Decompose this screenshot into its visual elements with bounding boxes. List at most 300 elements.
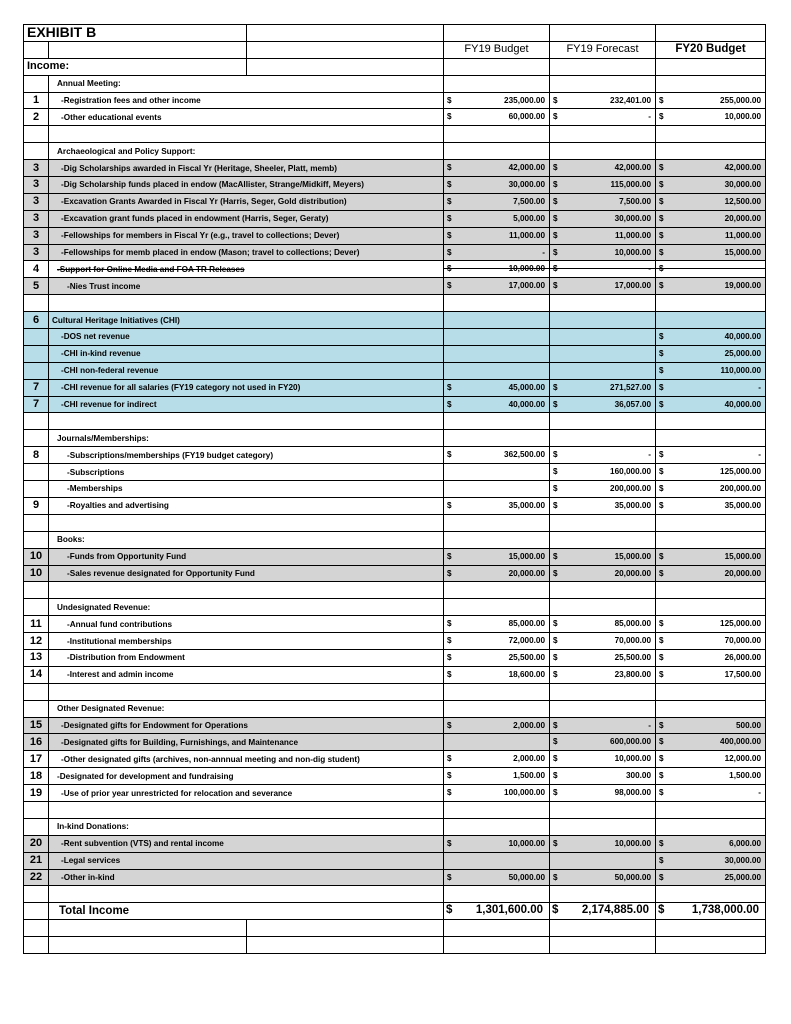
amount-value: 25,000.00 [724, 348, 762, 358]
amount-cell [656, 818, 766, 835]
line-number: 21 [24, 852, 49, 869]
amount-cell [656, 751, 766, 768]
row-label: -Designated for development and fundraising [49, 768, 444, 785]
amount-cell [444, 835, 550, 852]
income-heading: Income: [24, 58, 247, 75]
line-number: 18 [24, 768, 49, 785]
amount-value: 20,000.00 [614, 568, 652, 578]
line-number [24, 481, 49, 498]
amount-cell [656, 193, 766, 210]
row-label: Undesignated Revenue: [49, 599, 444, 616]
amount-cell [656, 329, 766, 346]
amount-value: 12,500.00 [724, 196, 762, 206]
amount-cell [656, 295, 766, 312]
amount-value: 17,000.00 [614, 281, 652, 291]
currency-symbol: $ [659, 180, 664, 190]
row-label: -Dig Scholarships awarded in Fiscal Yr (Heritage, Sheeler, Platt, memb) [49, 160, 444, 177]
amount-value: 26,000.00 [724, 652, 762, 662]
amount-value: 7,500.00 [513, 196, 546, 206]
amount-value: 271,527.00 [610, 382, 652, 392]
strikethrough-line [550, 268, 655, 269]
amount-cell [444, 413, 550, 430]
budget-row [24, 329, 766, 346]
amount-value: 115,000.00 [610, 180, 652, 190]
spacer-row [24, 683, 766, 700]
amount-cell [444, 312, 550, 329]
currency-symbol: $ [447, 264, 452, 274]
amount-value: 10,000.00 [614, 247, 652, 257]
row-label: Annual Meeting: [49, 75, 444, 92]
amount-value: 11,000.00 [509, 230, 546, 240]
spacer-row [24, 413, 766, 430]
row-label: -Registration fees and other income [49, 92, 444, 109]
amount-cell [444, 649, 550, 666]
row-label: -Other in-kind [49, 869, 444, 886]
amount-cell [656, 92, 766, 109]
line-number: 7 [24, 379, 49, 396]
amount-cell [550, 633, 656, 650]
amount-cell [656, 413, 766, 430]
amount-cell [444, 818, 550, 835]
amount-cell [656, 109, 766, 126]
budget-row [24, 227, 766, 244]
line-number: 20 [24, 835, 49, 852]
amount-cell [656, 160, 766, 177]
line-number: 19 [24, 785, 49, 802]
currency-symbol: $ [659, 196, 664, 206]
currency-symbol: $ [553, 264, 558, 274]
line-number [24, 126, 49, 143]
amount-cell [656, 143, 766, 160]
amount-cell [444, 616, 550, 633]
currency-symbol: $ [553, 196, 558, 206]
amount-value: 15,000.00 [724, 247, 762, 257]
amount-cell [550, 278, 656, 295]
col-fy19-budget: FY19 Budget [444, 41, 550, 58]
budget-row [24, 700, 766, 717]
row-label: -Support for Online Media and FOA TR Releases [49, 261, 444, 278]
amount-value: 6,000.00 [729, 838, 762, 848]
budget-row [24, 531, 766, 548]
amount-cell [444, 751, 550, 768]
amount-value: 10,000.00 [508, 264, 546, 274]
budget-row [24, 75, 766, 92]
amount-value: 85,000.00 [614, 619, 652, 629]
amount-cell [444, 801, 550, 818]
currency-symbol: $ [447, 619, 452, 629]
empty-cell [656, 937, 766, 954]
line-number [24, 362, 49, 379]
total-label: Total Income [49, 903, 444, 920]
budget-row [24, 109, 766, 126]
amount-cell [550, 210, 656, 227]
currency-symbol: $ [553, 771, 558, 781]
amount-value: 42,000.00 [508, 163, 546, 173]
amount-value: 11,000.00 [725, 230, 762, 240]
row-label: -Use of prior year unrestricted for relocation and severance [49, 785, 444, 802]
line-number: 2 [24, 109, 49, 126]
amount-cell [656, 565, 766, 582]
col-fy20-budget: FY20 Budget [656, 41, 766, 58]
amount-value: 35,000.00 [724, 500, 762, 510]
currency-symbol: $ [659, 568, 664, 578]
amount-cell [550, 869, 656, 886]
amount-cell [656, 666, 766, 683]
budget-row [24, 447, 766, 464]
amount-value: 1,500.00 [729, 771, 762, 781]
amount-cell [550, 852, 656, 869]
amount-cell [550, 244, 656, 261]
row-label: -Interest and admin income [49, 666, 444, 683]
line-number: 5 [24, 278, 49, 295]
currency-symbol: $ [447, 720, 452, 730]
spacer-row [24, 126, 766, 143]
amount-cell [444, 903, 550, 920]
spacer-row [24, 582, 766, 599]
amount-value: 1,301,600.00 [475, 904, 544, 917]
amount-cell [656, 599, 766, 616]
amount-value: - [758, 382, 762, 392]
empty-cell [247, 937, 444, 954]
line-number [24, 413, 49, 430]
line-number: 4 [24, 261, 49, 278]
row-label: -Distribution from Endowment [49, 649, 444, 666]
budget-row [24, 852, 766, 869]
empty-cell [49, 920, 247, 937]
amount-value: 18,600.00 [508, 669, 546, 679]
currency-symbol: $ [659, 112, 664, 122]
currency-symbol: $ [659, 281, 664, 291]
amount-cell [656, 869, 766, 886]
amount-value: - [542, 247, 546, 257]
amount-cell [550, 413, 656, 430]
amount-cell [444, 869, 550, 886]
currency-symbol: $ [447, 213, 452, 223]
amount-cell [444, 345, 550, 362]
currency-symbol: $ [553, 247, 558, 257]
amount-value: 160,000.00 [610, 467, 652, 477]
amount-cell [550, 531, 656, 548]
budget-row [24, 565, 766, 582]
currency-symbol: $ [447, 281, 452, 291]
amount-value: - [648, 720, 652, 730]
currency-symbol: $ [659, 855, 664, 865]
amount-cell [550, 109, 656, 126]
currency-symbol: $ [659, 365, 664, 375]
currency-symbol: $ [659, 754, 664, 764]
budget-row [24, 869, 766, 886]
amount-cell [550, 818, 656, 835]
currency-symbol: $ [659, 636, 664, 646]
budget-row [24, 464, 766, 481]
currency-symbol: $ [447, 872, 452, 882]
amount-cell [444, 92, 550, 109]
currency-symbol: $ [553, 230, 558, 240]
amount-cell [656, 447, 766, 464]
amount-cell [444, 734, 550, 751]
line-number [24, 514, 49, 531]
row-label: -Rent subvention (VTS) and rental income [49, 835, 444, 852]
line-number [24, 683, 49, 700]
column-header-row [24, 41, 766, 58]
budget-row [24, 497, 766, 514]
amount-cell [550, 160, 656, 177]
amount-value: 300.00 [625, 771, 652, 781]
exhibit-title: EXHIBIT B [24, 25, 247, 42]
amount-cell [444, 548, 550, 565]
row-label: Journals/Memberships: [49, 430, 444, 447]
currency-symbol: $ [553, 788, 558, 798]
currency-symbol: $ [447, 551, 452, 561]
row-label: -Dig Scholarship funds placed in endow (MacAllister, Strange/Midkiff, Meyers) [49, 177, 444, 194]
currency-symbol: $ [659, 332, 664, 342]
empty-cell [24, 937, 49, 954]
amount-value: 362,500.00 [504, 450, 546, 460]
currency-symbol: $ [659, 669, 664, 679]
amount-cell [444, 886, 550, 903]
row-label: -Excavation Grants Awarded in Fiscal Yr (Harris, Seger, Gold distribution) [49, 193, 444, 210]
amount-cell [656, 683, 766, 700]
amount-cell [444, 261, 550, 278]
currency-symbol: $ [553, 500, 558, 510]
amount-cell [444, 514, 550, 531]
budget-row [24, 92, 766, 109]
amount-value: 20,000.00 [724, 568, 762, 578]
amount-value: 23,800.00 [614, 669, 652, 679]
spacer-row [24, 295, 766, 312]
amount-cell [444, 379, 550, 396]
strikethrough-line [444, 268, 549, 269]
currency-symbol: $ [659, 619, 664, 629]
amount-value: 10,000.00 [614, 838, 652, 848]
amount-cell [550, 717, 656, 734]
amount-value: 232,401.00 [610, 95, 652, 105]
row-label [49, 413, 444, 430]
amount-cell [550, 835, 656, 852]
amount-cell [656, 126, 766, 143]
row-label [49, 683, 444, 700]
line-number [24, 599, 49, 616]
amount-value: 1,738,000.00 [691, 904, 760, 917]
budget-row [24, 616, 766, 633]
amount-value: 25,500.00 [508, 652, 546, 662]
line-number [24, 531, 49, 548]
amount-value: 40,000.00 [508, 399, 546, 409]
amount-value: - [758, 450, 762, 460]
currency-symbol: $ [659, 163, 664, 173]
budget-row [24, 768, 766, 785]
row-label: -Fellowships for members in Fiscal Yr (e.g., travel to collections; Dever) [49, 227, 444, 244]
amount-value: - [648, 264, 652, 274]
amount-cell [550, 379, 656, 396]
line-number: 10 [24, 565, 49, 582]
currency-symbol: $ [447, 180, 452, 190]
amount-value: 30,000.00 [724, 855, 762, 865]
currency-symbol: $ [553, 163, 558, 173]
amount-cell [656, 700, 766, 717]
amount-cell [444, 666, 550, 683]
budget-row [24, 278, 766, 295]
amount-value: 2,000.00 [513, 754, 546, 764]
line-number [24, 295, 49, 312]
amount-cell [656, 312, 766, 329]
amount-cell [656, 464, 766, 481]
amount-cell [444, 160, 550, 177]
amount-cell [656, 548, 766, 565]
currency-symbol: $ [659, 264, 664, 274]
currency-symbol: $ [447, 838, 452, 848]
amount-cell [656, 633, 766, 650]
amount-cell [550, 548, 656, 565]
row-label: Cultural Heritage Initiatives (CHI) [49, 312, 444, 329]
currency-symbol: $ [447, 788, 452, 798]
amount-cell [444, 464, 550, 481]
line-number [24, 143, 49, 160]
amount-value: 10,000.00 [614, 754, 652, 764]
spacer-row [24, 801, 766, 818]
amount-cell [550, 143, 656, 160]
currency-symbol: $ [447, 382, 452, 392]
amount-cell [444, 193, 550, 210]
row-label [49, 295, 444, 312]
currency-symbol: $ [553, 720, 558, 730]
amount-cell [656, 497, 766, 514]
currency-symbol: $ [553, 382, 558, 392]
amount-value: 15,000.00 [724, 551, 762, 561]
currency-symbol: $ [447, 652, 452, 662]
line-number [24, 75, 49, 92]
row-label: -CHI non-federal revenue [49, 362, 444, 379]
line-number: 15 [24, 717, 49, 734]
line-number [24, 903, 49, 920]
line-number [24, 345, 49, 362]
amount-cell [550, 227, 656, 244]
amount-cell [656, 649, 766, 666]
amount-cell [656, 582, 766, 599]
line-number [24, 430, 49, 447]
budget-row [24, 430, 766, 447]
amount-cell [656, 903, 766, 920]
amount-value: 10,000.00 [508, 838, 546, 848]
amount-cell [444, 700, 550, 717]
amount-cell [444, 227, 550, 244]
row-label: -Sales revenue designated for Opportunity Fund [49, 565, 444, 582]
amount-cell [656, 531, 766, 548]
budget-row [24, 362, 766, 379]
amount-cell [550, 903, 656, 920]
amount-cell [444, 785, 550, 802]
amount-cell [550, 582, 656, 599]
row-label: -Designated gifts for Building, Furnishings, and Maintenance [49, 734, 444, 751]
amount-cell [444, 329, 550, 346]
amount-cell [444, 75, 550, 92]
line-number: 8 [24, 447, 49, 464]
amount-value: 17,000.00 [508, 281, 546, 291]
amount-cell [550, 683, 656, 700]
line-number: 12 [24, 633, 49, 650]
amount-value: 35,000.00 [508, 500, 546, 510]
amount-cell [444, 362, 550, 379]
budget-row [24, 785, 766, 802]
currency-symbol: $ [659, 872, 664, 882]
amount-value: 235,000.00 [504, 95, 546, 105]
row-label: Other Designated Revenue: [49, 700, 444, 717]
amount-value: 85,000.00 [508, 619, 546, 629]
line-number [24, 886, 49, 903]
row-label: -Legal services [49, 852, 444, 869]
budget-row [24, 312, 766, 329]
amount-value: 100,000.00 [504, 788, 546, 798]
amount-value: - [758, 788, 762, 798]
amount-cell [550, 481, 656, 498]
amount-cell [550, 514, 656, 531]
amount-cell [444, 683, 550, 700]
row-label: -Funds from Opportunity Fund [49, 548, 444, 565]
amount-cell [444, 497, 550, 514]
currency-symbol: $ [447, 636, 452, 646]
currency-symbol: $ [447, 196, 452, 206]
amount-value: 255,000.00 [720, 95, 762, 105]
amount-value: 5,000.00 [513, 213, 546, 223]
amount-value: 42,000.00 [724, 163, 762, 173]
empty-cell [444, 937, 550, 954]
budget-row [24, 599, 766, 616]
budget-row [24, 244, 766, 261]
currency-symbol: $ [659, 450, 664, 460]
amount-cell [444, 143, 550, 160]
amount-cell [656, 261, 766, 278]
currency-symbol: $ [659, 230, 664, 240]
amount-cell [550, 801, 656, 818]
budget-row [24, 818, 766, 835]
currency-symbol: $ [447, 754, 452, 764]
amount-value: 400,000.00 [720, 737, 762, 747]
amount-value: 30,000.00 [724, 180, 762, 190]
currency-symbol: $ [659, 382, 664, 392]
amount-cell [444, 633, 550, 650]
currency-symbol: $ [446, 904, 453, 917]
budget-row [24, 193, 766, 210]
amount-value: 30,000.00 [614, 213, 652, 223]
amount-cell [550, 886, 656, 903]
currency-symbol: $ [659, 720, 664, 730]
amount-value: 200,000.00 [610, 484, 652, 494]
currency-symbol: $ [447, 568, 452, 578]
line-number [24, 801, 49, 818]
line-number [24, 700, 49, 717]
amount-cell [550, 768, 656, 785]
amount-cell [444, 599, 550, 616]
amount-cell [550, 345, 656, 362]
amount-cell [656, 616, 766, 633]
amount-cell [444, 582, 550, 599]
row-label: -CHI revenue for indirect [49, 396, 444, 413]
amount-cell [656, 886, 766, 903]
currency-symbol: $ [659, 652, 664, 662]
row-label: -Designated gifts for Endowment for Operations [49, 717, 444, 734]
row-label: -Fellowships for memb placed in endow (Mason; travel to collections; Dever) [49, 244, 444, 261]
currency-symbol: $ [659, 467, 664, 477]
amount-value: 70,000.00 [724, 636, 762, 646]
currency-symbol: $ [447, 163, 452, 173]
currency-symbol: $ [659, 348, 664, 358]
currency-symbol: $ [447, 771, 452, 781]
row-label: Archaeological and Policy Support: [49, 143, 444, 160]
currency-symbol: $ [553, 281, 558, 291]
row-label: -Subscriptions/memberships (FY19 budget category) [49, 447, 444, 464]
amount-cell [656, 852, 766, 869]
line-number: 3 [24, 227, 49, 244]
